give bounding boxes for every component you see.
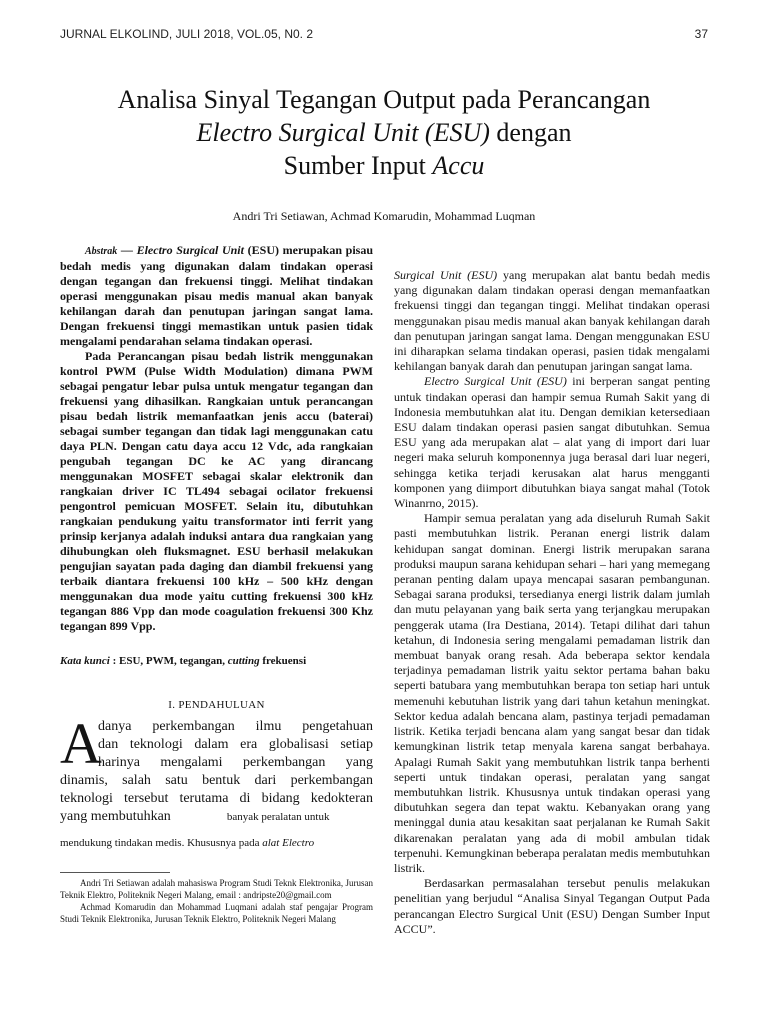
abstract-esu: Electro Surgical Unit xyxy=(136,243,244,257)
keywords-tail: frekuensi xyxy=(259,655,307,667)
right-paragraph-4: Berdasarkan permasalahan tersebut penulis melakukan penelitian yang berjudul “Analisa Sinyal Tegangan Output Pada perancangan Electro Surgical Unit (ESU) Dengan Sumber Input ACCU”. xyxy=(394,876,710,936)
author-list: Andri Tri Setiawan, Achmad Komarudin, Mohammad Luqman xyxy=(232,209,536,223)
intro-line-5: teknologi tersebut terutama di bidang kedokteran xyxy=(60,791,373,806)
journal-header: JURNAL ELKOLIND, JULI 2018, VOL.05, N0. 2 xyxy=(60,27,314,41)
right-p1-italic: Surgical Unit (ESU) xyxy=(394,268,498,282)
intro-line-7-text: mendukung tindakan medis. Khususnya pada xyxy=(60,837,263,849)
title-esu: Electro Surgical Unit (ESU) xyxy=(196,118,490,147)
abstract xyxy=(60,243,373,634)
section-heading: I. PENDAHULUAN xyxy=(168,699,265,711)
intro-line-2: dan teknologi dalam era globalisasi setiap xyxy=(98,737,373,752)
introduction-start xyxy=(60,711,373,826)
right-p2-italic: Electro Surgical Unit (ESU) xyxy=(424,374,567,389)
page-number: 37 xyxy=(694,27,708,41)
keywords-values: ESU, PWM, tegangan, xyxy=(119,655,228,667)
intro-line-7-italic: alat Electro xyxy=(262,837,315,849)
intro-line-1: danya perkembangan ilmu pengetahuan xyxy=(98,719,373,734)
right-paragraph-1 xyxy=(394,268,710,374)
right-column xyxy=(394,268,710,937)
paper-title xyxy=(40,83,728,182)
abstract-paragraph-2: Pada Perancangan pisau bedah listrik menggunakan kontrol PWM (Pulse Width Modulation) dimana PWM sebagai pengatur lebar pulsa untuk mengatur tegangan dan frekuensi yang dihasilkan. Rangkaian untuk perancangan pisau bedah listrik memanfaatkan jenis accu (baterai) sebagai sumber tegangan dan tidak lagi menggunakan catu daya PLN. Dengan catu daya accu 12 Vdc, ada rangkaian pengubah tegangan DC ke AC yang dirancang menggunakan MOSFET sebagai skalar elektronik dan rangkaian driver IC TL494 sebagai ocilator frekuensi pengontrol pemicuan MOSFET. Selain itu, dibutuhkan rangkaian pendukung yaitu transformator inti ferrit yang prinsip kerjanya adalah induksi antara dua rangkaian yang dihubungkan oleh fluksmagnet. ESU berhasil melakukan pengujian sayatan pada daging dan diambil frekuensi yang terbaik diantara frekuensi 100 kHz – 500 kHz dengan menggunakan dua mode yaitu cutting frekuensi 300 kHz tegangan 886 Vpp dan mode coagulation frekuensi 300 Khz tegangan 899 Vpp. xyxy=(60,349,373,633)
right-p2-text: ini berperan sangat penting untuk tindakan operasi dan hampir semua Rumah Sakit yang di Indonesia membutuhkan alat itu. Dengan demikian ketersediaan ESU dalam tindakan operasi pasien sangat dibutuhkan. Semua ESU yang ada merupakan alat – alat yang di import dari luar negeri maka seluruh komponennya juga berasal dari luar negeri, sehingga ketika terjadi kerusakan alat harus mengganti komponen yang diimport dibutuhkan biaya sangat mahal (Totok Winanrno, 2015). xyxy=(394,374,710,511)
title-line-1: Analisa Sinyal Tegangan Output pada Perancangan xyxy=(117,85,651,114)
title-accu: Accu xyxy=(432,151,485,180)
title-line-3 xyxy=(40,149,728,182)
footnotes xyxy=(60,877,373,925)
intro-line-3: harinya mengalami perkembangan yang xyxy=(98,755,373,770)
intro-line-6a: yang membutuhkan xyxy=(60,809,171,824)
abstract-dash: — xyxy=(117,243,137,257)
keywords-cutting: cutting xyxy=(227,655,260,667)
intro-line-6b: banyak peralatan untuk xyxy=(226,811,330,823)
abstract-p1-text: (ESU) merupakan pisau bedah medis yang digunakan dalam tindakan operasi dengan tegangan dan frekuensi tinggi. Melihat tindakan operasi menggunakan pisau medis manual akan banyak kehilangan darah dan penutupan jaringan sangat lama. Dengan frekuensi tinggi memastikan untuk pasien tidak mengalami pendarahan selama tindakan operasi. xyxy=(60,243,374,348)
abstract-label: Abstrak xyxy=(85,246,118,257)
intro-line-7 xyxy=(60,836,373,850)
right-paragraph-3: Hampir semua peralatan yang ada diseluruh Rumah Sakit pasti membutuhkan listrik. Peranan energi listrik dalam kehidupan sangat dominan. Energi listrik merupakan sarana produksi maupun sarana kehidupan sehari – hari yang memegang peranan penting dalam upaya mencapai sasaran pembangunan. Sebagai sarana produksi, tersedianya energi listrik dalam jumlah dan mutu pelayanan yang baik serta yang terjangkau merupakan penggerak utama (Ira Destiana, 2014). Tetapi dilihat dari tahun ketahun, di Indonesia sering mengalami pemadaman listrik dan membuat banyak orang resah. Ada beberapa sektor kendala terjadinya pemadaman listrik yaitu sektor pertama bahan baku seperti batubara yang membutuhkan berapa ton setiap hari untuk memenuhi kebutuhan listrik yang dari tahun ketahun meningkat. Sektor kedua adalah bencana alam, pastinya terjadi pemadaman listrik. Ketika terjadi bencana alam yang sangat besar dan tidak kemungkinan listrik tetap menyala karena sangat berbahaya. Apalagi Rumah Sakit yang membutuhkan listrik tanpa berhenti seperti untuk tindakan operasi, peralatan yang sangat membutuhkan listrik. Khususnya untuk tindakan operasi yang dibutuhkan segera dan tepat waktu. Kebanyakan orang yang meninggal dunia atau kesakitan saat perjalanan ke Rumah Sakit dikarenakan peralatan yang ada di mobil ambulan tidak terpenuhi. Kemungkinan beberapa peralatan medis membutuhkan listrik. xyxy=(394,511,710,875)
keywords-separator: : xyxy=(109,655,119,667)
drop-cap: A xyxy=(60,711,102,776)
keywords xyxy=(60,655,373,667)
footnote-rule xyxy=(60,872,170,873)
title-dengan: dengan xyxy=(489,118,572,147)
abstract-paragraph-1 xyxy=(60,243,373,349)
footnote-1: Andri Tri Setiawan adalah mahasiswa Program Studi Teknk Elektronika, Jurusan Teknik Elektro, Politeknik Negeri Malang, email : andripste20@gmail.com xyxy=(60,878,373,900)
intro-line-6 xyxy=(60,808,373,826)
intro-line-4: dinamis, salah satu bentuk dari perkembangan xyxy=(60,773,373,788)
title-sumber: Sumber Input xyxy=(283,151,433,180)
footnote-2: Achmad Komarudin dan Mohammad Luqmani adalah staf pengajar Program Studi Teknik Elektronika, Jurusan Teknik Elektro, Politeknik Negeri Malang xyxy=(60,902,373,924)
right-paragraph-2 xyxy=(394,374,710,511)
running-header xyxy=(60,27,708,43)
right-p1-text: yang merupakan alat bantu bedah medis yang digunakan dalam tindakan operasi dengan memanfaatkan frekuensi tinggi dan tegangan tinggi. Melihat tindakan operasi menggunakan pisau medis manual akan banyak kehilangan darah dan penutupan jaringan sangat lama. Dengan menggunakan ESU ini diharapkan selama tindakan operasi, pasien tidak mengalami kehilangan banyak darah dan penutupan jaringan sangat lama. xyxy=(394,268,710,374)
title-line-2 xyxy=(40,116,728,149)
keywords-label: Kata kunci xyxy=(60,655,110,667)
